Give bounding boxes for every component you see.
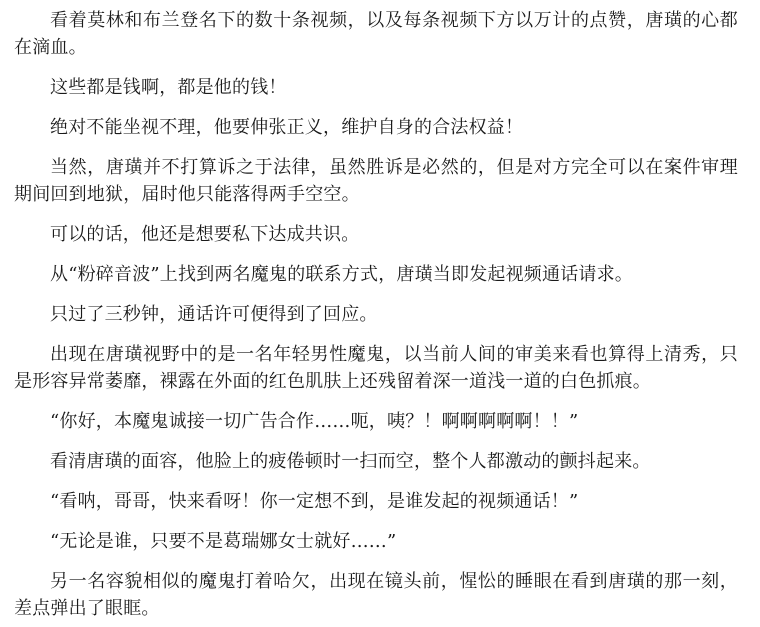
paragraph: 可以的话，他还是想要私下达成共识。 <box>50 224 360 245</box>
paragraph: “你好，本魔鬼诚接一切广告合作……呃，咦？！啊啊啊啊啊！！” <box>50 411 579 432</box>
paragraph: 看清唐璜的面容，他脸上的疲倦顿时一扫而空，整个人都激动的颤抖起来。 <box>50 451 651 472</box>
paragraph: 只过了三秒钟，通话许可便得到了回应。 <box>50 304 378 325</box>
paragraph: 另一名容貌相似的魔鬼打着哈欠，出现在镜头前，惺忪的睡眼在看到唐璜的那一刻，差点弹出了眼眶。 <box>14 571 738 619</box>
paragraph: “无论是谁，只要不是葛瑞娜女士就好……” <box>50 531 397 552</box>
paragraph: 从“粉碎音波”上找到两名魔鬼的联系方式，唐璜当即发起视频通话请求。 <box>50 264 634 285</box>
paragraph: 当然，唐璜并不打算诉之于法律，虽然胜诉是必然的，但是对方完全可以在案件审理期间回到地狱，届时他只能落得两手空空。 <box>14 157 738 205</box>
paragraph: “看呐，哥哥，快来看呀！你一定想不到，是谁发起的视频通话！” <box>50 491 579 512</box>
paragraph: 绝对不能坐视不理，他要伸张正义，维护自身的合法权益！ <box>50 117 524 138</box>
paragraph: 看着莫林和布兰登名下的数十条视频，以及每条视频下方以万计的点赞，唐璜的心都在滴血。 <box>14 10 738 58</box>
paragraph: 出现在唐璜视野中的是一名年轻男性魔鬼，以当前人间的审美来看也算得上清秀，只是形容异常萎靡，裸露在外面的红色肌肤上还残留着深一道浅一道的白色抓痕。 <box>14 344 738 392</box>
paragraph: 这些都是钱啊，都是他的钱！ <box>50 77 287 98</box>
